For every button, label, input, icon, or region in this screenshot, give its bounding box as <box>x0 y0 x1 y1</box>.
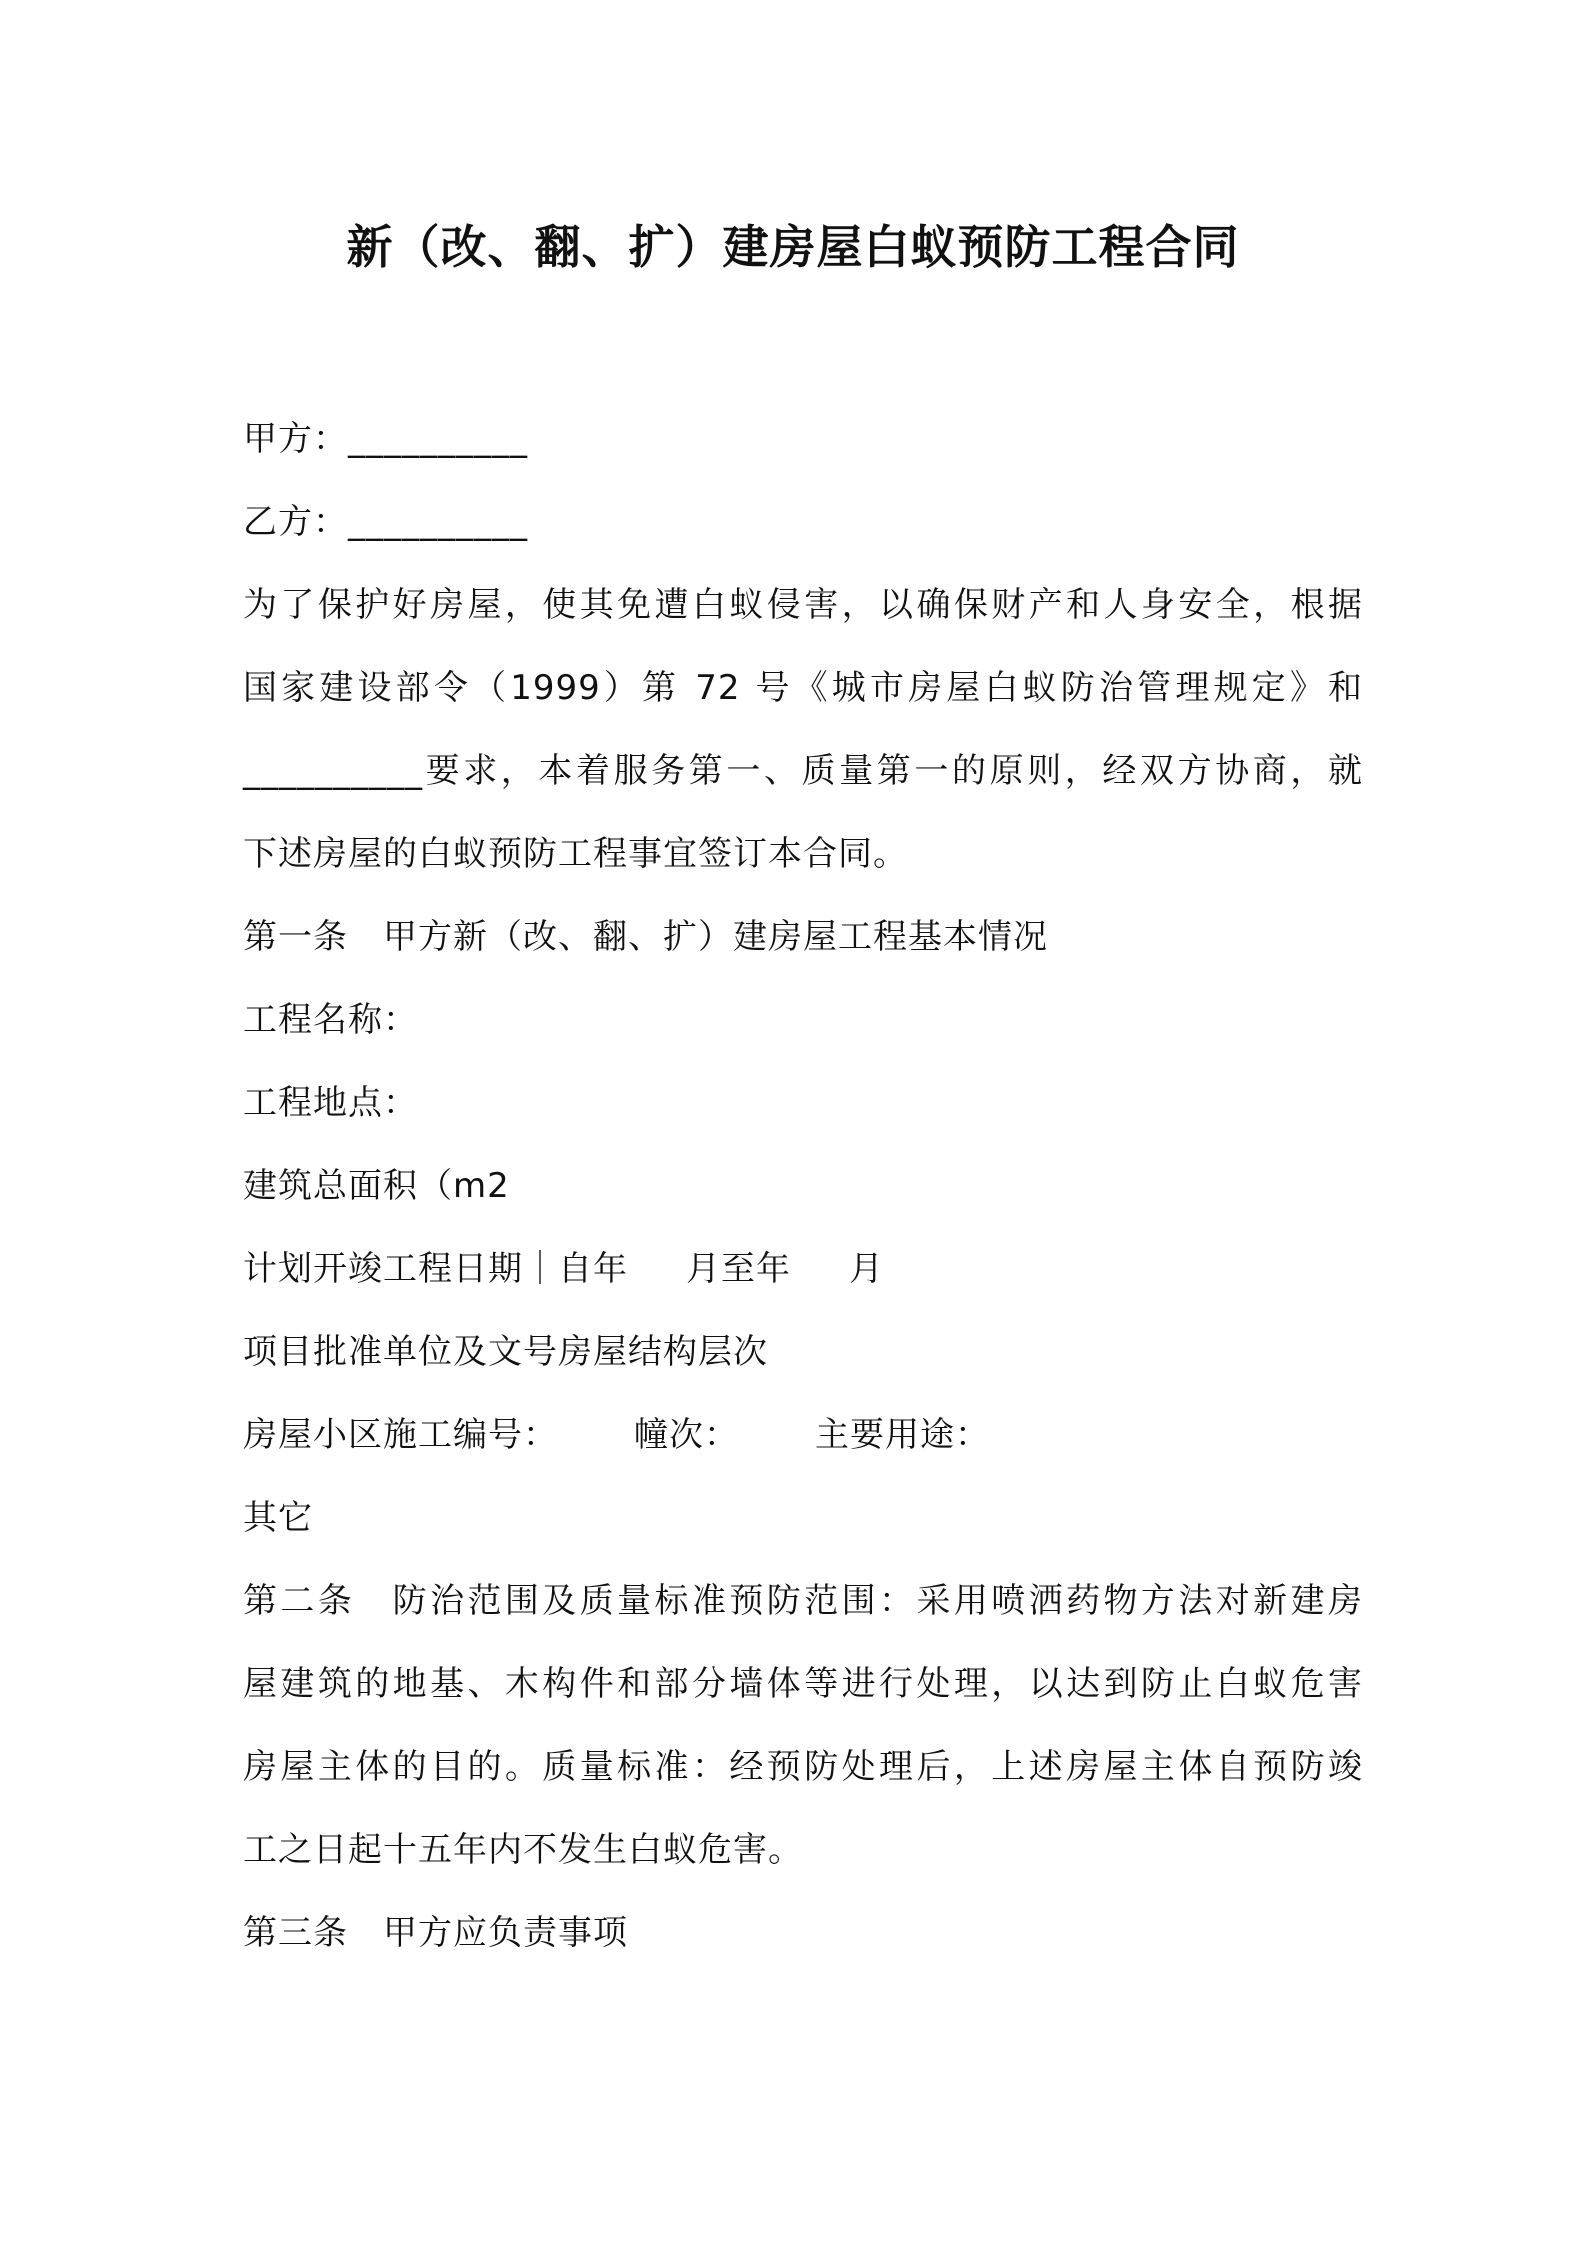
preamble-line-3-text: 要求，本着服务第一、质量第一的原则，经双方协商，就 <box>423 751 1363 791</box>
building-label: 幢次： <box>634 1415 739 1455</box>
party-b-line <box>243 481 1363 564</box>
party-a-label: 甲方： <box>243 419 348 459</box>
total-area-field: 建筑总面积（m2 <box>243 1166 510 1206</box>
schedule-label: 计划开竣工程日期｜自年 <box>243 1249 628 1289</box>
preamble-line-3 <box>243 730 1363 813</box>
page-title: 新（改、翻、扩）建房屋白蚁预防工程合同 <box>346 220 1240 274</box>
party-b-blank: __________ <box>348 502 528 542</box>
party-b-label: 乙方： <box>243 502 348 542</box>
approval-field: 项目批准单位及文号房屋结构层次 <box>243 1332 768 1372</box>
article-2-line-1: 第二条 防治范围及质量标准预防范围：采用喷洒药物方法对新建房 <box>243 1581 1363 1621</box>
regulation-blank: __________ <box>243 751 423 791</box>
usage-label: 主要用途： <box>815 1415 990 1455</box>
article-1-heading: 第一条 甲方新（改、翻、扩）建房屋工程基本情况 <box>243 917 1048 957</box>
party-a-line <box>243 398 1363 481</box>
preamble-line-1: 为了保护好房屋，使其免遭白蚁侵害，以确保财产和人身安全，根据 <box>243 585 1363 625</box>
complex-label: 房屋小区施工编号： <box>243 1415 558 1455</box>
schedule-month-to-year: 月至年 <box>686 1249 791 1289</box>
article-2-line-4: 工之日起十五年内不发生白蚁危害。 <box>243 1830 803 1870</box>
schedule-line <box>243 1228 1363 1311</box>
contract-body <box>243 398 1363 1975</box>
article-3-heading: 第三条 甲方应负责事项 <box>243 1913 628 1953</box>
party-a-blank: __________ <box>348 419 528 459</box>
preamble-line-4: 下述房屋的白蚁预防工程事宜签订本合同。 <box>243 834 908 874</box>
article-2-line-3: 房屋主体的目的。质量标准：经预防处理后，上述房屋主体自预防竣 <box>243 1747 1363 1787</box>
schedule-month: 月 <box>849 1249 884 1289</box>
project-name-field: 工程名称： <box>243 1000 418 1040</box>
project-location-field: 工程地点： <box>243 1083 418 1123</box>
preamble-line-2: 国家建设部令（1999）第 72 号《城市房屋白蚁防治管理规定》和 <box>243 668 1363 708</box>
complex-line <box>243 1394 1363 1477</box>
article-2-line-2: 屋建筑的地基、木构件和部分墙体等进行处理，以达到防止白蚁危害 <box>243 1664 1363 1704</box>
other-field: 其它 <box>243 1498 313 1538</box>
